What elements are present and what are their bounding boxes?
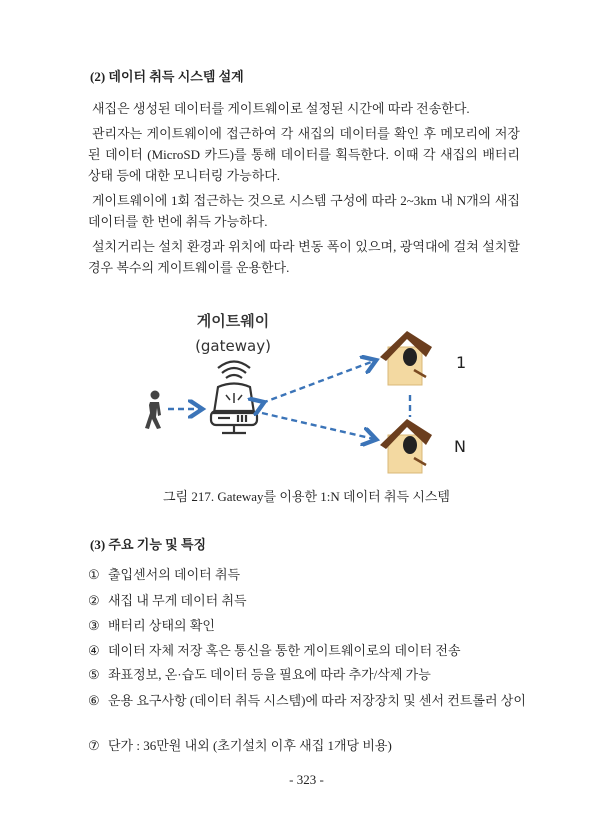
node-label-n: N <box>454 437 466 456</box>
item-text: 새집 내 무게 데이터 취득 <box>108 593 247 608</box>
item-number: ④ <box>88 643 100 658</box>
paragraph: 관리자는 게이트웨이에 접근하여 각 새집의 데이터를 확인 후 메모리에 저장된 데이터 (MicroSD 카드)를 통해 데이터를 획득한다. 이때 각 새집의 배터리 상태 등에 대한 모니터링 가능하다. <box>88 126 520 183</box>
arrow-gateway-node-1 <box>262 361 374 403</box>
gateway-label-en: (gateway) <box>195 337 271 355</box>
item-text: 단가 : 36만원 내외 (초기설치 이후 새집 1개당 비용) <box>108 738 392 753</box>
list-item <box>88 641 528 661</box>
item-number: ⑥ <box>88 693 100 708</box>
item-text: 배터리 상태의 확인 <box>108 618 215 633</box>
figure-caption: 그림 217. Gateway를 이용한 1:N 데이터 취득 시스템 <box>162 489 450 504</box>
birdhouse-icon <box>380 331 432 385</box>
item-text: 좌표정보, 온·습도 데이터 등을 필요에 따라 추가/삭제 가능 <box>108 667 431 682</box>
list-item <box>88 691 528 711</box>
section-heading: (2) 데이터 취득 시스템 설계 <box>90 69 244 84</box>
list-item <box>88 736 528 756</box>
list-item <box>88 616 528 636</box>
list-item <box>88 665 528 685</box>
paragraph: 게이트웨이에 1회 접근하는 것으로 시스템 구성에 따라 2~3km 내 N개의 새집 데이터를 한 번에 취득 가능하다. <box>88 193 520 229</box>
list-item <box>88 565 528 585</box>
paragraph: 설치거리는 설치 환경과 위치에 따라 변동 폭이 있으며, 광역대에 걸쳐 설치할 경우 복수의 게이트웨이를 운용한다. <box>88 239 520 275</box>
item-text: 데이터 자체 저장 혹은 통신을 통한 게이트웨이로의 데이터 전송 <box>108 643 461 658</box>
arrow-gateway-node-n <box>262 413 374 439</box>
item-number: ⑦ <box>88 738 100 753</box>
item-number: ⑤ <box>88 667 100 682</box>
gateway-diagram <box>130 295 490 485</box>
node-label-1: 1 <box>456 353 467 372</box>
gateway-icon <box>211 362 257 434</box>
item-text: 출입센서의 데이터 취득 <box>108 567 241 582</box>
item-number: ① <box>88 567 100 582</box>
person-icon <box>145 391 161 430</box>
birdhouse-icon <box>380 419 432 473</box>
list-item <box>88 591 528 611</box>
paragraph: 새집은 생성된 데이터를 게이트웨이로 설정된 시간에 따라 전송한다. <box>92 101 470 116</box>
gateway-label: 게이트웨이 <box>196 312 270 330</box>
item-number: ③ <box>88 618 100 633</box>
page-number: - 323 - <box>289 772 324 787</box>
section-heading: (3) 주요 기능 및 특징 <box>90 537 207 552</box>
item-number: ② <box>88 593 100 608</box>
item-text: 운용 요구사항 (데이터 취득 시스템)에 따라 저장장치 및 센서 컨트롤러 상이 <box>108 693 526 708</box>
